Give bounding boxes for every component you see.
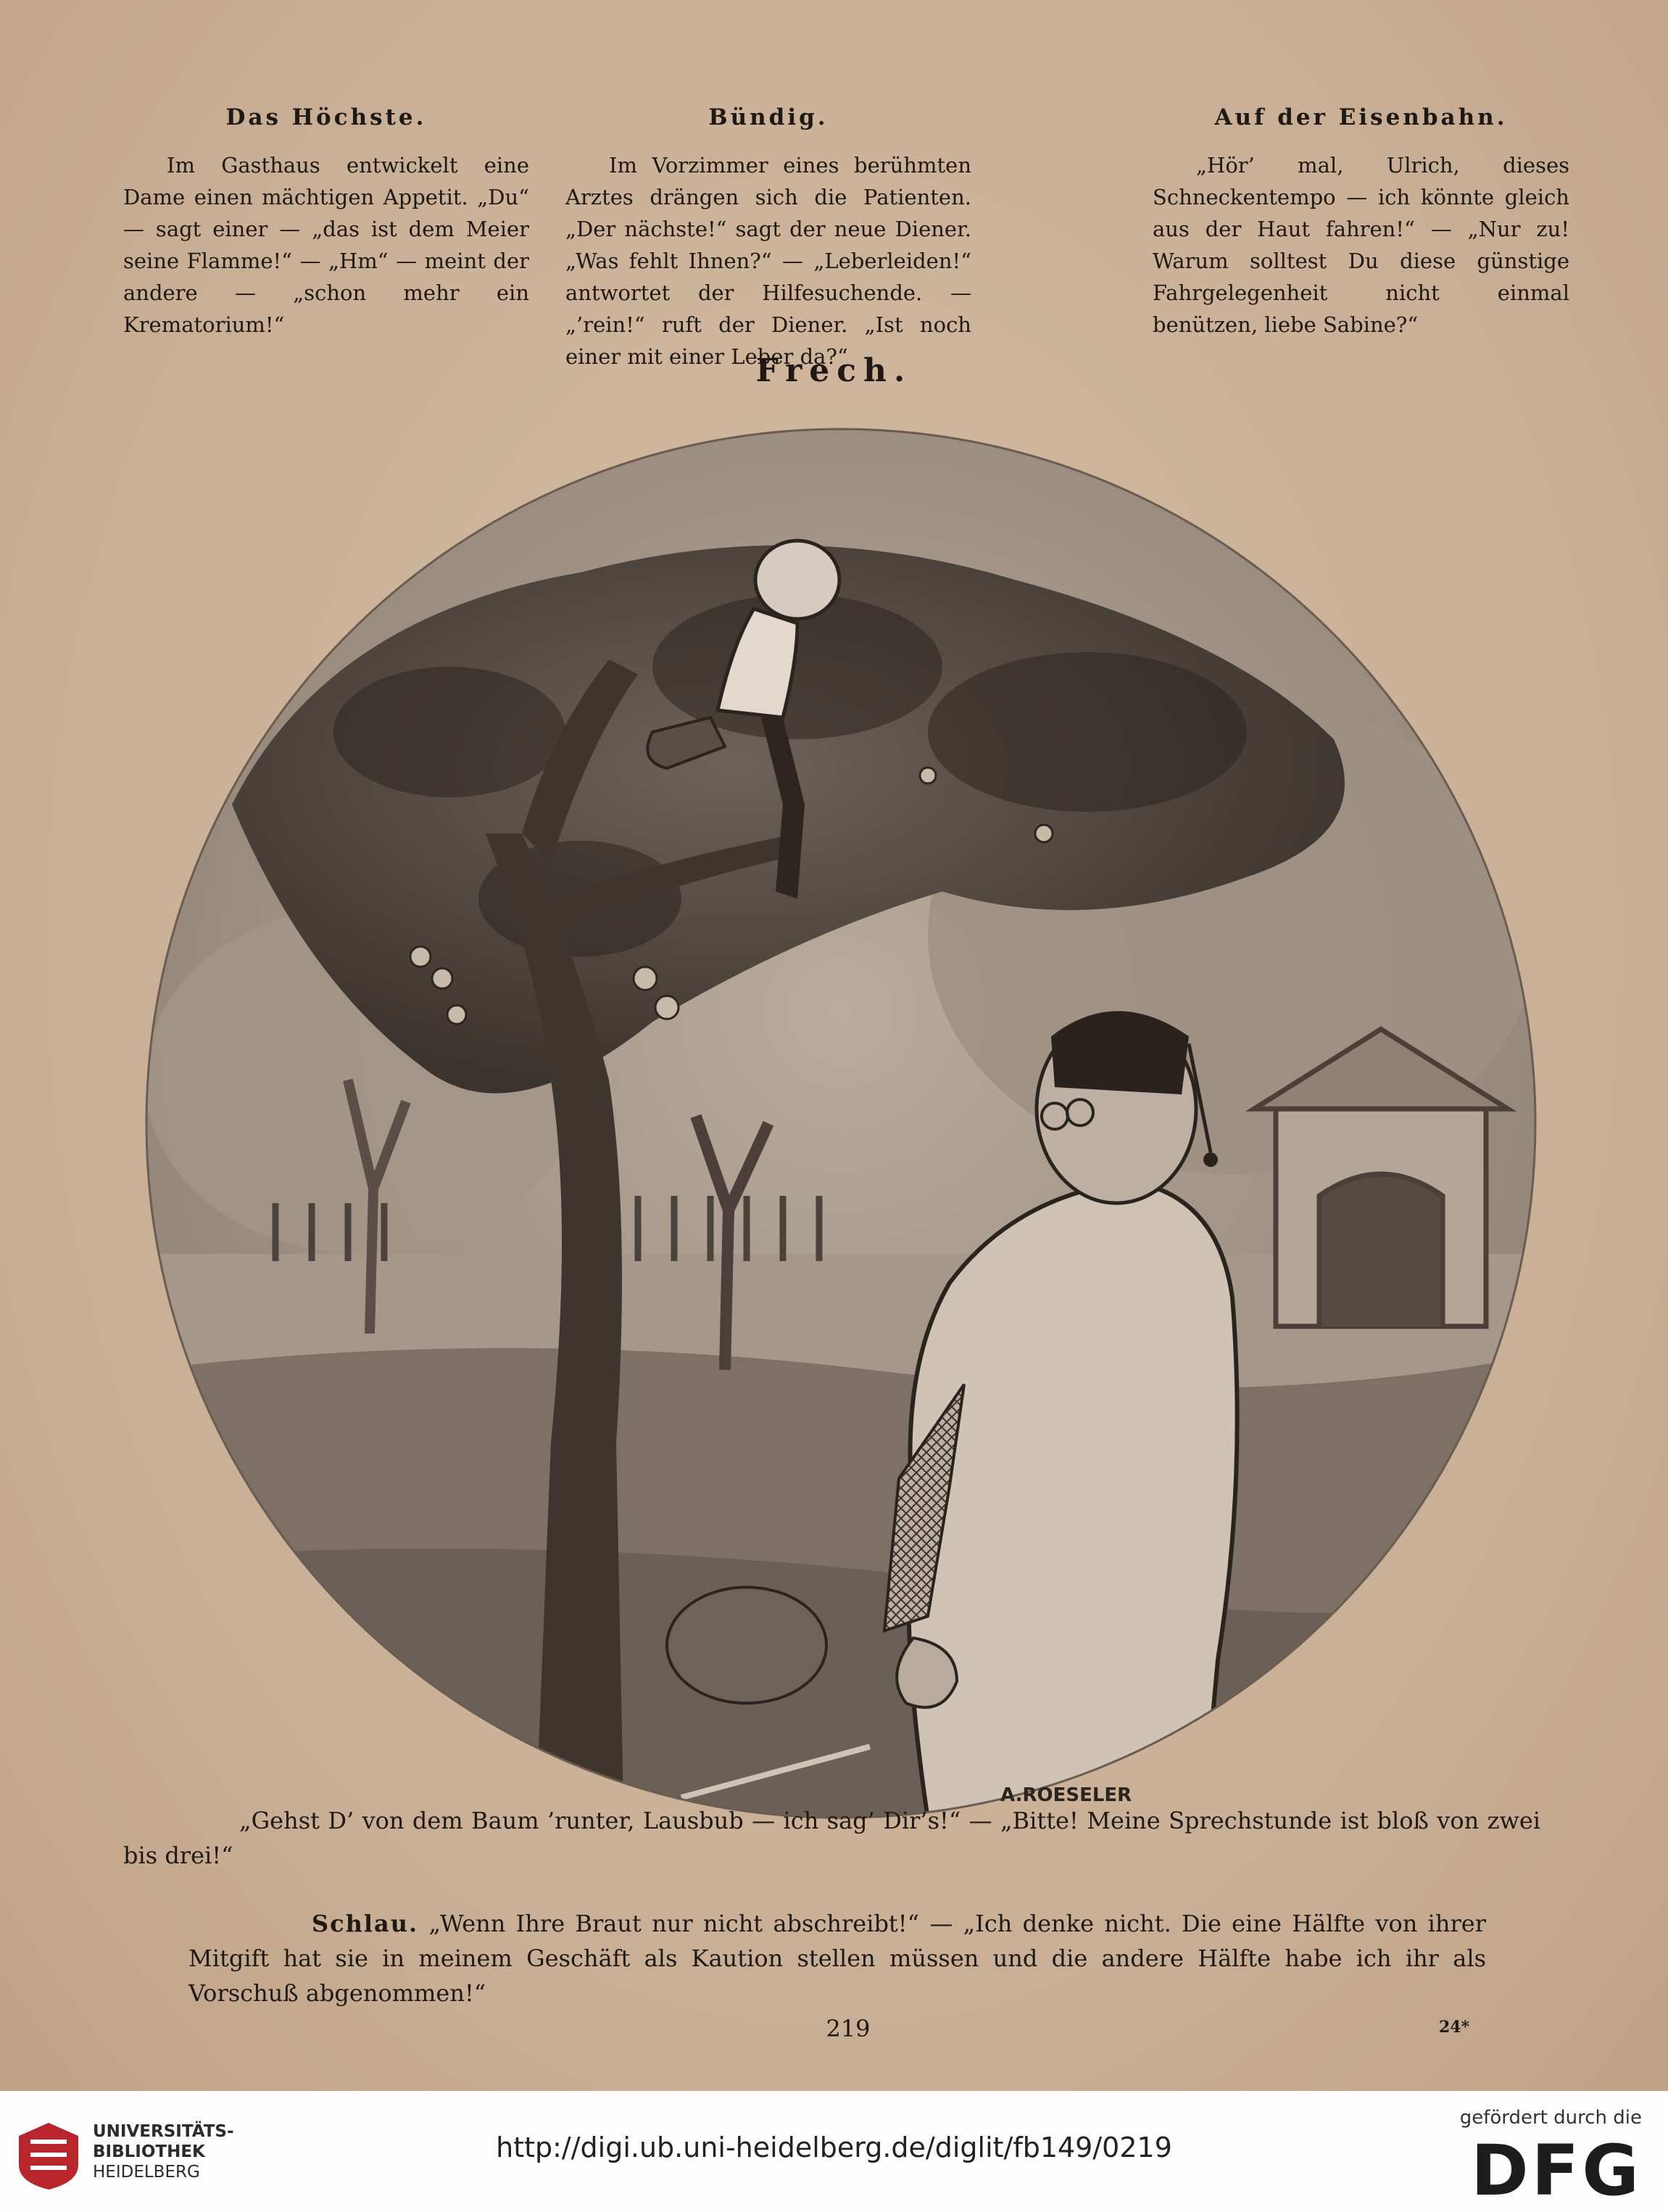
artist-signature: A.ROESELER: [1000, 1784, 1132, 1806]
article-title: Auf der Eisenbahn.: [1214, 104, 1508, 130]
illustration-tree-scene: [145, 428, 1537, 1819]
article-buendig: [565, 101, 971, 373]
article-text: Im Gasthaus entwickelt eine Dame einen mächtigen Appetit. „Du“ — sagt einer — „das ist dem Meier seine Flamme!“ — „Hm“ — meint der andere — „schon mehr ein Krematorium!“: [123, 153, 529, 337]
article-das-hoechste: [123, 101, 529, 341]
library-name-line1: UNIVERSITÄTS-: [93, 2122, 234, 2141]
article-text: Im Vorzimmer eines berühmten Arztes drängen sich die Patienten. „Der nächste!“ sagt der neue Diener. „Was fehlt Ihnen?“ — „Leberleiden!“ antwortet der Hilfesuchende. — „’rein!“ ruft der Diener. „Ist noch einer mit einer Leber da?“: [565, 153, 971, 369]
library-name-line2: BIBLIOTHEK: [93, 2142, 205, 2161]
article-title: Bündig.: [708, 104, 829, 130]
page-number: 219: [826, 2015, 871, 2042]
illustration-caption: „Gehst D’ von dem Baum ’runter, Lausbub — ich sag’ Dir’s!“ — „Bitte! Meine Sprechstunde ist bloß von zwei bis drei!“: [123, 1807, 1540, 1869]
article-text: „Hör’ mal, Ulrich, dieses Schneckentempo — ich könnte gleich aus der Haut fahren!“ — „Nur zu! Warum solltest Du diese günstige Fahrgelegenheit nicht einmal benützen, liebe Sabine?“: [1153, 153, 1569, 337]
dfg-logo: DFG: [1470, 2130, 1642, 2211]
joke-schlau: [188, 1906, 1486, 2011]
signature-mark: 24*: [1439, 2018, 1470, 2037]
library-name-line3: HEIDELBERG: [93, 2163, 200, 2182]
article-title: Das Höchste.: [225, 104, 427, 130]
source-url-link[interactable]: http://digi.ub.uni-heidelberg.de/diglit/fb149/0219: [496, 2132, 1172, 2163]
illustration-title: Frech.: [755, 352, 913, 389]
article-auf-der-eisenbahn: [1153, 101, 1569, 341]
footer-bar: [0, 2091, 1668, 2212]
joke-text: „Wenn Ihre Braut nur nicht abschreibt!“ — „Ich denke nicht. Die eine Hälfte von ihrer Mitgift hat sie in meinem Geschäft als Kaution stellen müssen und die andere Hälfte habe ich ihr als Vorschuß abgenommen!“: [188, 1910, 1487, 2007]
joke-heading: Schlau.: [312, 1910, 419, 1937]
funded-by-label: gefördert durch die: [1459, 2107, 1642, 2129]
